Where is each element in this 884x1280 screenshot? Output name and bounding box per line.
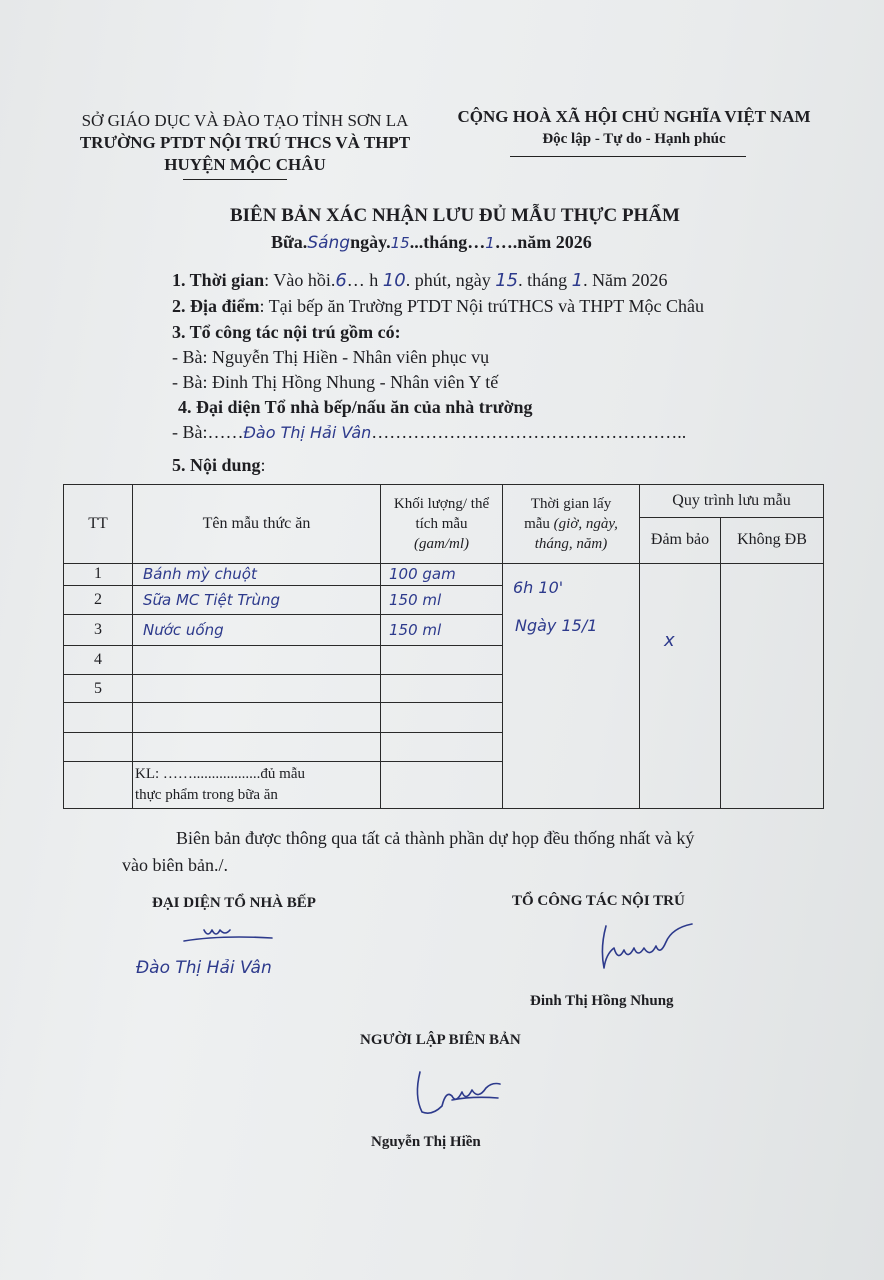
district-name: HUYỆN MỘC CHÂU (164, 155, 326, 174)
left-header (70, 110, 420, 176)
sample-table (63, 484, 824, 809)
row-6-tt (64, 703, 133, 732)
header-weight: Khối lượng/ thể tích mẫu (gam/ml) (381, 485, 503, 564)
row-6-food (133, 703, 381, 732)
header-not-ok: Không ĐB (721, 518, 824, 563)
subtitle-month: 1 (485, 234, 495, 252)
item-kitchen-label: 4. Đại diện Tổ nhà bếp/nấu ăn của nhà trường (178, 397, 533, 417)
item-time: 1. Thời gian: Vào hồi.6… h 10. phút, ngày 15. tháng 1. Năm 2026 (172, 270, 668, 291)
kitchen-rep: - Bà:……Đào Thị Hải Vân…………………………………………….. (172, 422, 687, 442)
document-title: BIÊN BẢN XÁC NHẬN LƯU ĐỦ MẪU THỰC PHẨM (229, 205, 680, 226)
row-1-tt: 1 (64, 563, 133, 586)
sample-date-value: Ngày 15/1 (515, 615, 598, 635)
kitchen-name-handwritten: Đào Thị Hải Vân (136, 958, 272, 978)
sample-time-value: 6h 10' (513, 577, 564, 597)
subtitle-day: 15 (390, 234, 410, 252)
maker-sign-title: NGƯỜI LẬP BIÊN BẢN (360, 1032, 521, 1048)
conclusion-line-1: KL: ……..................đủ mẫu (135, 765, 305, 782)
row-4-tt: 4 (64, 646, 133, 675)
day-value: 15 (495, 270, 519, 291)
header-food-name: Tên mẫu thức ăn (133, 485, 381, 564)
left-header-underline (183, 179, 287, 180)
row-2-amount: 150 ml (381, 586, 503, 615)
meal-value: Sáng (307, 233, 351, 253)
boarding-sign-title: TỔ CÔNG TÁC NỘI TRÚ (512, 893, 685, 909)
row-1-amount: 100 gam (381, 563, 503, 586)
row-7-amount (381, 732, 503, 761)
header-tt: TT (64, 485, 133, 564)
kitchen-sign-title: ĐẠI DIỆN TỔ NHÀ BẾP (152, 895, 316, 911)
header-ok: Đảm bảo (640, 518, 721, 563)
hour-value: 6 (335, 270, 347, 291)
maker-signature (412, 1066, 508, 1120)
row-2-tt: 2 (64, 586, 133, 615)
row-3-food: Nước uống (133, 615, 381, 646)
not-ok-cell (721, 563, 824, 808)
row-1-food: Bánh mỳ chuột (133, 563, 381, 586)
row-3-tt: 3 (64, 615, 133, 646)
item-location: 2. Địa điểm: Tại bếp ăn Trường PTDT Nội trúTHCS và THPT Mộc Châu (172, 296, 704, 316)
boarding-signer-name: Đinh Thị Hồng Nhung (530, 993, 674, 1009)
team-member-1: - Bà: Nguyễn Thị Hiền - Nhân viên phục vụ (172, 347, 490, 367)
kitchen-rep-name: Đào Thị Hải Vân (243, 423, 372, 442)
row-5-food (133, 675, 381, 703)
row-4-food (133, 646, 381, 675)
row-5-tt: 5 (64, 675, 133, 703)
row-3-amount: 150 ml (381, 615, 503, 646)
conclusion-cell (133, 761, 381, 808)
closing-line-1: Biên bản được thông qua tất cả thành phần dự họp đều thống nhất và ký (176, 828, 695, 848)
motto: Độc lập - Tự do - Hạnh phúc (542, 131, 726, 147)
school-name: TRƯỜNG PTDT NỘI TRÚ THCS VÀ THPT (79, 133, 411, 152)
department-name: SỞ GIÁO DỤC VÀ ĐÀO TẠO TỈNH SƠN LA (81, 111, 409, 130)
document-subtitle: Bữa.Sángngày.15...tháng…1….năm 2026 (271, 232, 592, 253)
row-4-amount (381, 646, 503, 675)
conclusion-line-2: thực phẩm trong bữa ăn (135, 786, 278, 803)
country-name: CỘNG HOÀ XÃ HỘI CHỦ NGHĨA VIỆT NAM (457, 107, 811, 126)
row-7-food (133, 732, 381, 761)
header-process: Quy trình lưu mẫu (640, 485, 824, 518)
item-team-label: 3. Tổ công tác nội trú gồm có: (172, 322, 401, 342)
sample-time-cell (503, 563, 640, 808)
ok-mark: x (664, 629, 675, 651)
closing-line-2: vào biên bản./. (122, 855, 228, 875)
row-7-tt (64, 732, 133, 761)
header-sample-time: Thời gian lấy mẫu (giờ, ngày, tháng, năm) (503, 485, 640, 564)
item-content-label: 5. Nội dung: (172, 455, 266, 475)
right-header-underline (510, 156, 746, 157)
maker-name: Nguyễn Thị Hiền (371, 1134, 481, 1150)
row-2-food: Sữa MC Tiệt Trùng (133, 586, 381, 615)
boarding-signature (596, 918, 700, 976)
month-value: 1 (571, 270, 584, 291)
team-member-2: - Bà: Đinh Thị Hồng Nhung - Nhân viên Y tế (172, 372, 499, 392)
kitchen-signature (180, 920, 280, 946)
ok-cell (640, 563, 721, 808)
minute-value: 10 (382, 270, 406, 291)
row-6-amount (381, 703, 503, 732)
row-5-amount (381, 675, 503, 703)
right-header (452, 106, 816, 150)
